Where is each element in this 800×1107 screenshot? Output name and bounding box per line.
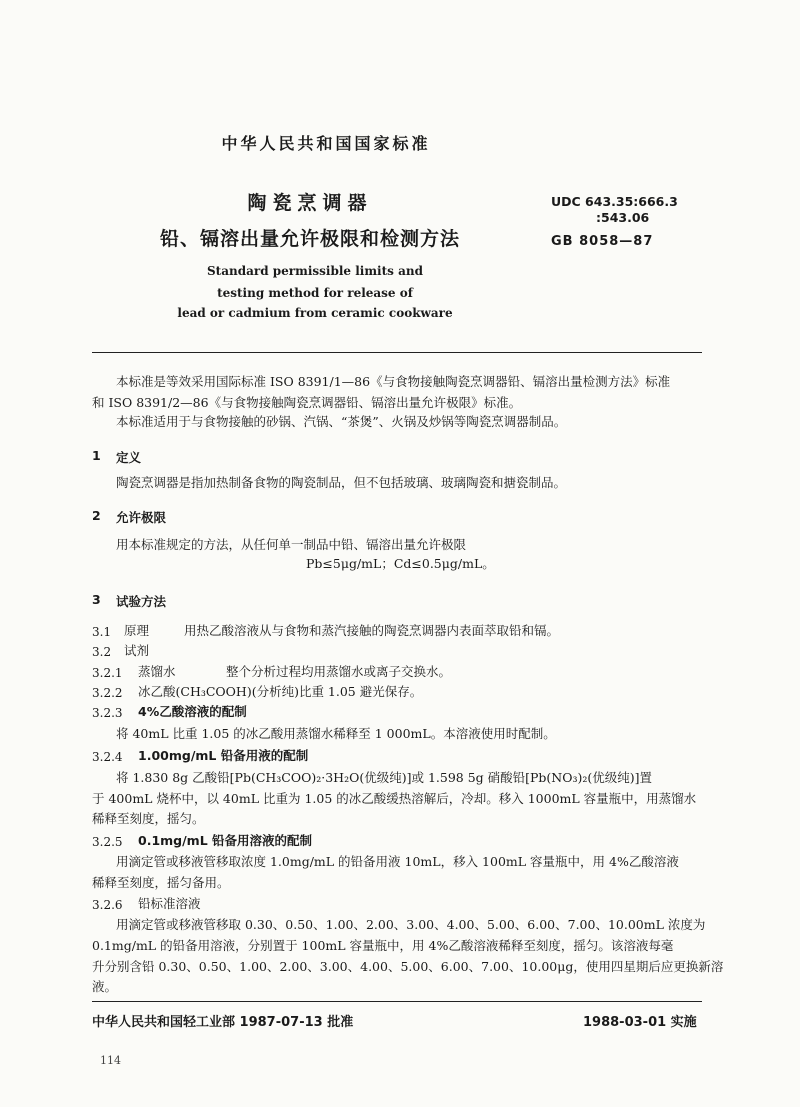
clause-3-2-5-number: 3.2.5 [92,835,123,849]
clause-3-2-1-label: 蒸馏水 [138,664,176,679]
clause-3-1-text: 用热乙酸溶液从与食物和蒸汽接触的陶瓷烹调器内表面萃取铅和镉。 [184,623,560,638]
section-3-number: 3 [92,592,101,607]
clause-3-2-5-label: 0.1mg/mL 铅备用溶液的配制 [138,833,313,848]
clause-3-2-6-line-3: 升分别含铅 0.30、0.50、1.00、2.00、3.00、4.00、5.00、6.00、7.00、10.00μg，使用四星期后应更换新溶 [92,959,724,974]
gb-number: GB 8058—87 [551,234,654,249]
section-1-title: 定义 [116,450,142,465]
section-2-title: 允许极限 [116,510,167,525]
clause-3-2-4-label: 1.00mg/mL 铅备用液的配制 [138,748,309,763]
intro-paragraph-1-line-1: 本标准是等效采用国际标准 ISO 8391/1—86《与食物接触陶瓷烹调器铅、镉溶出量检测方法》标准 [116,374,671,389]
clause-3-2-5-line-2: 稀释至刻度，摇匀备用。 [92,875,230,890]
english-title-line-2: testing method for release of [217,286,413,300]
english-title-line-1: Standard permissible limits and [207,264,423,278]
clause-3-2-1-number: 3.2.1 [92,666,123,680]
udc-code: UDC 643.35:666.3 [551,194,678,209]
clause-3-2-4-number: 3.2.4 [92,750,123,764]
implementation-date: 1988-03-01 实施 [583,1015,697,1030]
national-standard-heading: 中华人民共和国国家标准 [221,134,431,153]
clause-3-2-3-text: 将 40mL 比重 1.05 的冰乙酸用蒸馏水稀释至 1 000mL。本溶液使用时配制。 [116,726,556,741]
clause-3-2-2-text: 冰乙酸(CH₃COOH)(分析纯)比重 1.05 避光保存。 [138,684,423,699]
clause-3-2-6-label: 铅标准溶液 [138,896,201,911]
intro-paragraph-1-line-2: 和 ISO 8391/2—86《与食物接触陶瓷烹调器铅、镉溶出量允许极限》标准。 [92,395,522,410]
document-subtitle: 铅、镉溶出量允许极限和检测方法 [159,228,460,250]
clause-3-2-4-line-1: 将 1.830 8g 乙酸铅[Pb(CH₃COO)₂·3H₂O(优级纯)]或 1.598 5g 硝酸铅[Pb(NO₃)₂(优级纯)]置 [116,770,653,785]
clause-3-2-6-number: 3.2.6 [92,898,123,912]
clause-3-2-6-line-4: 液。 [92,979,118,994]
clause-3-2-1-text: 整个分析过程均用蒸馏水或离子交换水。 [226,664,452,679]
document-title: 陶瓷烹调器 [247,192,373,214]
clause-3-2-4-line-3: 稀释至刻度，摇匀。 [92,811,205,826]
intro-paragraph-2: 本标准适用于与食物接触的砂锅、汽锅、“茶煲”、火锅及炒锅等陶瓷烹调器制品。 [116,414,567,429]
section-3-title: 试验方法 [116,594,167,609]
clause-3-2-2-number: 3.2.2 [92,686,123,700]
clause-3-2-4-line-2: 于 400mL 烧杯中，以 40mL 比重为 1.05 的冰乙酸缓热溶解后，冷却。移入 1000mL 容量瓶中，用蒸馏水 [92,791,697,806]
approval-line: 中华人民共和国轻工业部 1987-07-13 批准 [92,1015,354,1030]
clause-3-2-number: 3.2 [92,645,112,659]
clause-3-1-label: 原理 [124,623,150,638]
page-number: 114 [100,1054,121,1067]
section-1-text: 陶瓷烹调器是指加热制备食物的陶瓷制品，但不包括玻璃、玻璃陶瓷和搪瓷制品。 [116,475,567,490]
clause-3-2-3-number: 3.2.3 [92,706,123,720]
clause-3-2-5-line-1: 用滴定管或移液管移取浓度 1.0mg/mL 的铅备用液 10mL，移入 100mL 容量瓶中，用 4%乙酸溶液 [116,854,679,869]
clause-3-1-number: 3.1 [92,625,112,639]
clause-3-2-label: 试剂 [124,643,150,658]
section-2-formula: Pb≤5μg/mL；Cd≤0.5μg/mL。 [306,556,495,571]
section-1-number: 1 [92,448,101,463]
section-2-number: 2 [92,508,101,523]
top-divider [92,352,702,353]
footer-divider [92,1001,702,1002]
section-2-text: 用本标准规定的方法，从任何单一制品中铅、镉溶出量允许极限 [116,537,467,552]
udc-code-continued: :543.06 [596,210,650,225]
clause-3-2-6-line-1: 用滴定管或移液管移取 0.30、0.50、1.00、2.00、3.00、4.00、5.00、6.00、7.00、10.00mL 浓度为 [116,917,706,932]
clause-3-2-3-label: 4%乙酸溶液的配制 [138,704,247,719]
clause-3-2-6-line-2: 0.1mg/mL 的铅备用溶液，分别置于 100mL 容量瓶中，用 4%乙酸溶液稀释至刻度，摇匀。该溶液每毫 [92,938,674,953]
english-title-line-3: lead or cadmium from ceramic cookware [177,306,453,320]
